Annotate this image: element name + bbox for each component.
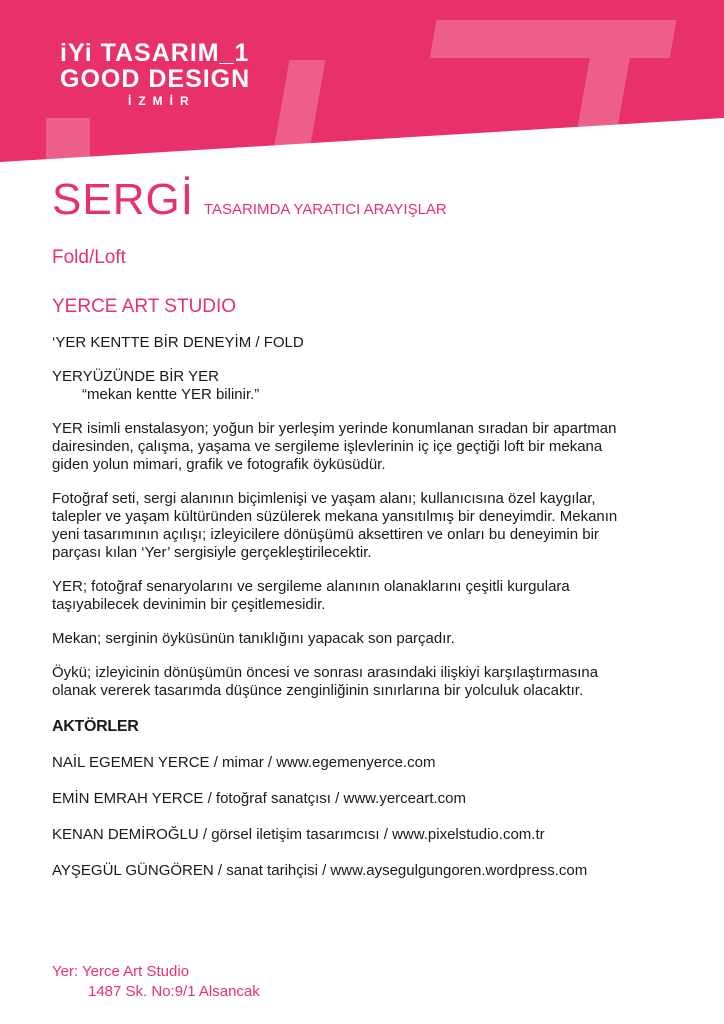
actor-item: EMİN EMRAH YERCE / fotoğraf sanatçısı / www.yerceart.com xyxy=(52,790,467,807)
actors-list xyxy=(52,754,632,880)
body-paragraph-2-line2: “mekan kentte YER bilinir.” xyxy=(82,386,260,403)
actor-item: NAİL EGEMEN YERCE / mimar / www.egemenyerce.com xyxy=(52,754,436,771)
body-paragraph-7: Öykü; izleyicinin dönüşümün öncesi ve sonrası arasındaki ilişkiyi karşılaştırmasına olanak vererek tasarımda düşünce zenginliğinin sınırlarına bir yolculuk olacaktır. xyxy=(52,664,599,699)
title-row xyxy=(52,175,632,225)
studio-title: YERCE ART STUDIO xyxy=(52,296,237,317)
page-subtitle: TASARIMDA YARATICI ARAYIŞLAR xyxy=(203,201,447,218)
actor-item: AYŞEGÜL GÜNGÖREN / sanat tarihçisi / www.aysegulgungoren.wordpress.com xyxy=(52,862,588,879)
body-paragraph-3: YER isimli enstalasyon; yoğun bir yerleşim yerinde konumlanan sıradan bir apartman dairesinden, çalışma, yaşama ve sergileme işlevlerinin iç içe geçtiği loft bir mekana giden yolun mimari, grafik ve fotografik öyküsüdür. xyxy=(52,420,617,473)
body-paragraph-6: Mekan; serginin öyküsünün tanıklığını yapacak son parçadır. xyxy=(52,630,455,647)
actor-item: KENAN DEMİROĞLU / görsel iletişim tasarımcısı / www.pixelstudio.com.tr xyxy=(52,826,545,843)
body-paragraph-5: YER; fotoğraf senaryolarını ve sergileme alanının olanaklarını çeşitli kurgulara taşıyabilecek devinimin bir çeşitlemesidir. xyxy=(52,578,570,613)
venue-title: Fold/Loft xyxy=(52,247,126,268)
actors-heading: AKTÖRLER xyxy=(52,718,139,735)
logo-line2: GOOD DESIGN xyxy=(60,65,251,93)
body-paragraph-1: ‘YER KENTTE BİR DENEYİM / FOLD xyxy=(52,334,304,351)
logo xyxy=(60,40,250,110)
body-paragraph-2-line1: YERYÜZÜNDE BİR YER xyxy=(52,368,219,385)
address-line1: Yer: Yerce Art Studio xyxy=(52,963,190,980)
main-content xyxy=(52,175,632,880)
page-title: SERGİ xyxy=(52,175,194,224)
logo-line3: İZMİR xyxy=(128,94,196,108)
logo-line1: iYi TASARIM_1 xyxy=(60,39,250,67)
body-paragraph-4: Fotoğraf seti, sergi alanının biçimlenişi ve yaşam alanı; kullanıcısına özel kaygılar, talepler ve yaşam kültüründen süzülerek mekana yansıtılmış bir deneyimdir. Mekanın yeni tasarımının açılışı; izleyicilere dönüşümü aksettiren ve onları bu deneyimin bir parçası kılan ‘Yer’ sergisiyle gerçekleştirilecektir. xyxy=(52,490,618,561)
address-line2: 1487 Sk. No:9/1 Alsancak xyxy=(88,983,260,1000)
address-block xyxy=(52,962,260,1002)
